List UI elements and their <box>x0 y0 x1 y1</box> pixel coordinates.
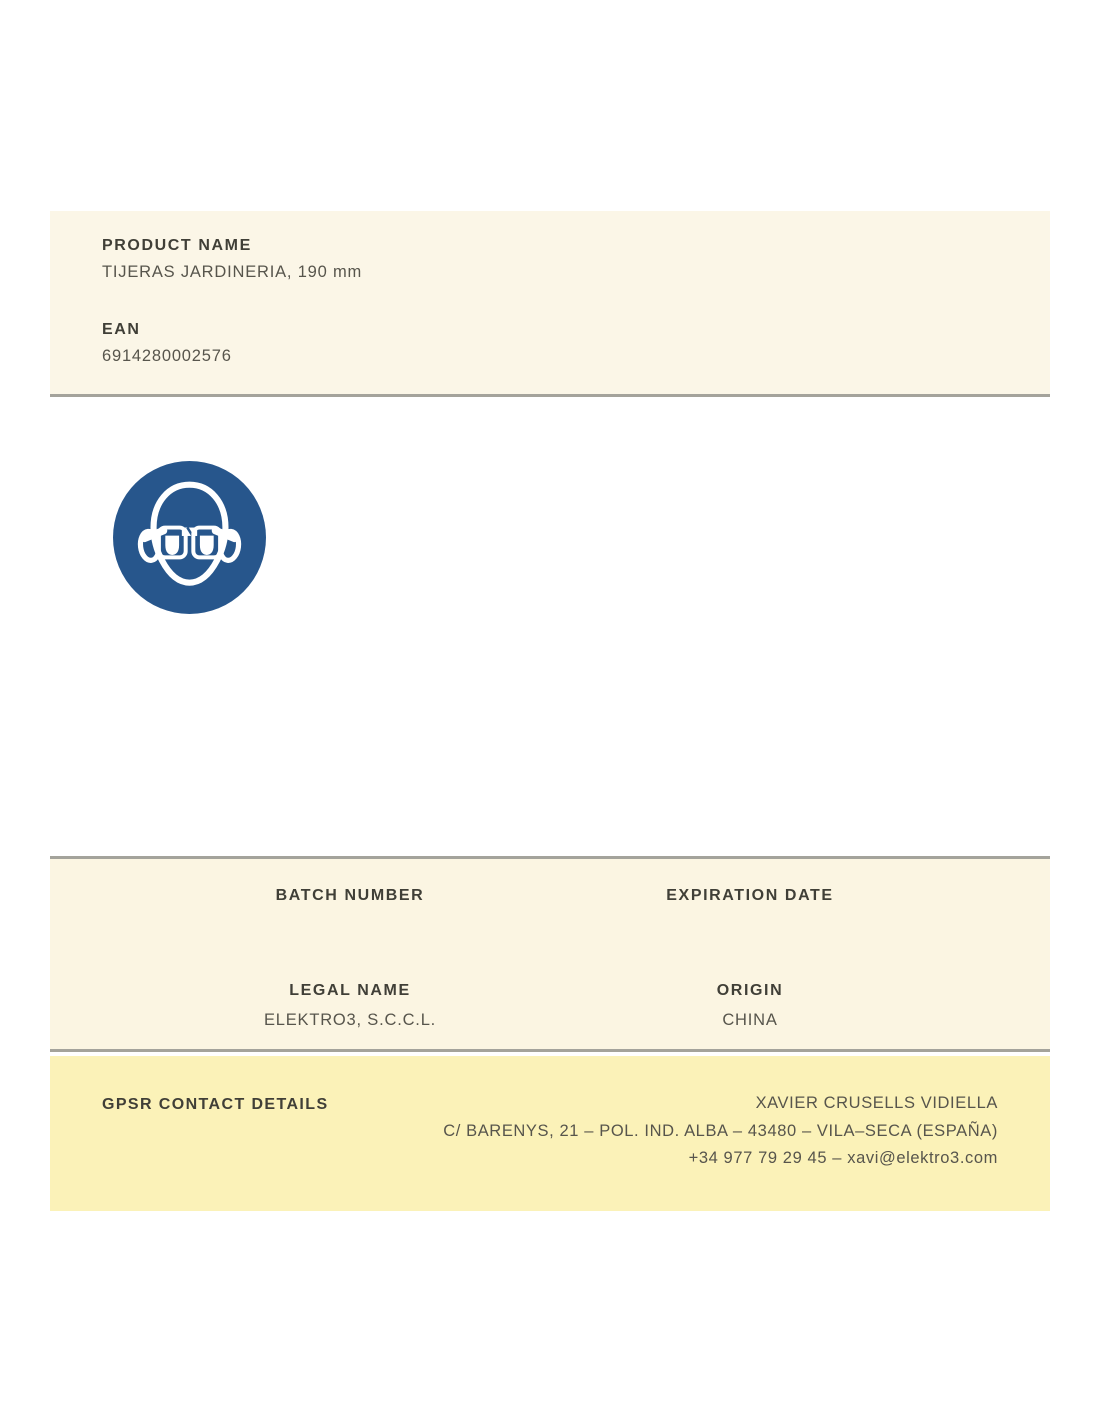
product-name-value: TIJERAS JARDINERIA, 190 mm <box>102 263 363 281</box>
product-name-label: PRODUCT NAME <box>102 237 252 254</box>
gpsr-contact-section <box>50 1056 1050 1211</box>
product-info-section <box>50 211 1050 397</box>
ean-value: 6914280002576 <box>102 347 232 365</box>
gpsr-contact-phone-email: +34 977 79 29 45 – xavi@elektro3.com <box>688 1149 998 1167</box>
origin-field <box>550 980 950 1031</box>
legal-name-label: LEGAL NAME <box>289 982 411 999</box>
legal-name-value: ELEKTRO3, S.C.C.L. <box>263 1011 437 1029</box>
expiration-date-label: EXPIRATION DATE <box>666 887 834 904</box>
legal-name-field <box>150 980 550 1031</box>
origin-label: ORIGIN <box>716 982 784 999</box>
legal-origin-row <box>150 980 950 1031</box>
origin-value: CHINA <box>722 1011 778 1029</box>
batch-number-label: BATCH NUMBER <box>275 887 425 904</box>
batch-info-section <box>50 856 1050 1052</box>
product-name-field <box>102 235 1010 283</box>
batch-number-field <box>150 885 550 914</box>
gpsr-contact-block <box>443 1090 998 1173</box>
gpsr-contact-name: XAVIER CRUSELLS VIDIELLA <box>755 1094 998 1112</box>
ean-field <box>102 319 1010 367</box>
ean-label: EAN <box>102 321 141 338</box>
expiration-date-field <box>550 885 950 914</box>
eye-protection-icon <box>113 461 266 614</box>
gpsr-title: GPSR CONTACT DETAILS <box>102 1096 329 1113</box>
batch-expiration-row <box>150 885 950 914</box>
gpsr-contact-address: C/ BARENYS, 21 – POL. IND. ALBA – 43480 – VILA–SECA (ESPAÑA) <box>443 1121 998 1140</box>
